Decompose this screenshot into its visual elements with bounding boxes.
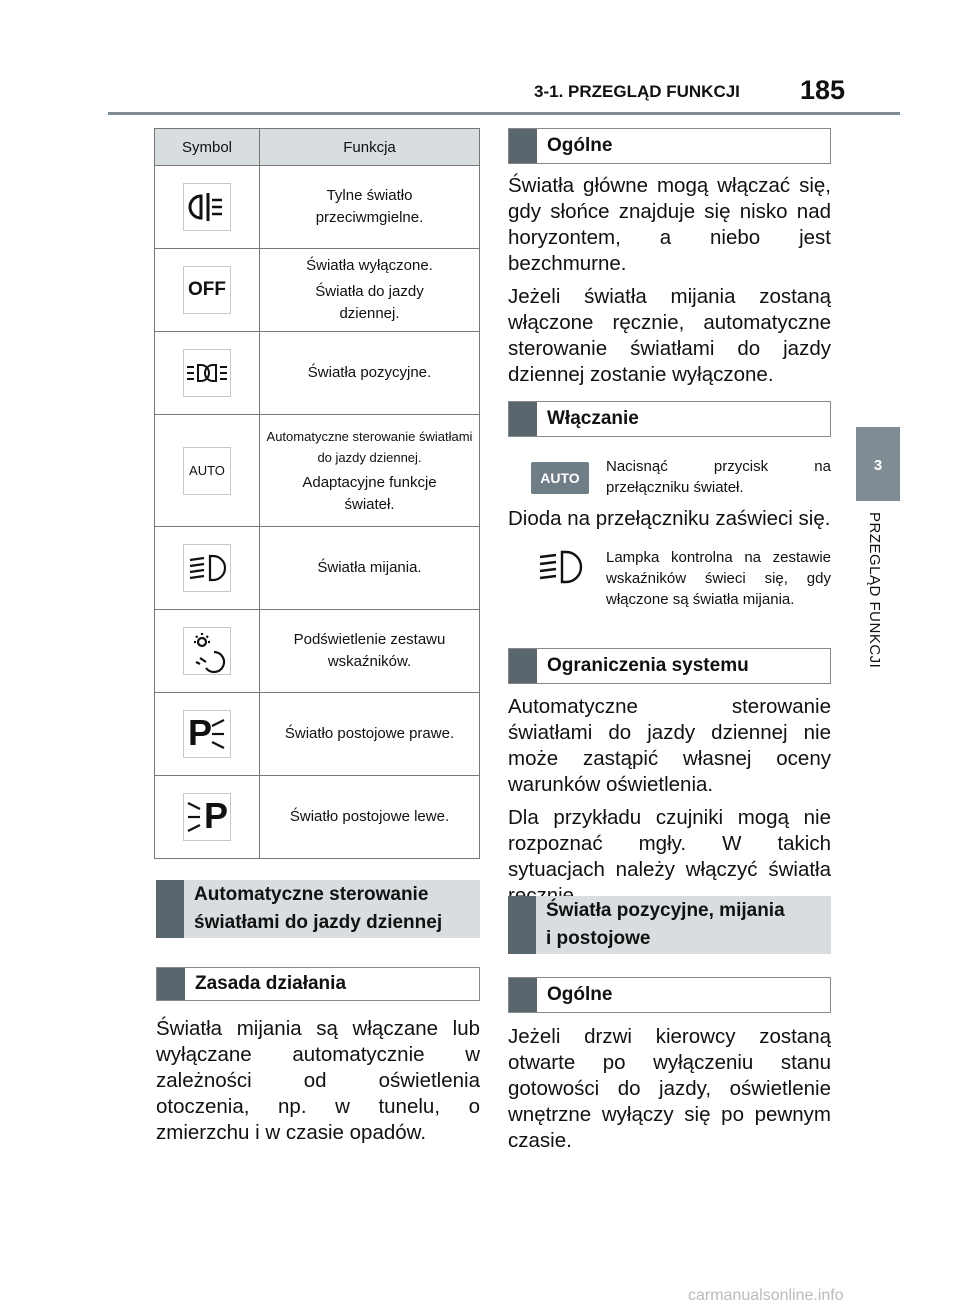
function-text: Światło postojowe lewe. <box>289 808 450 825</box>
sub-heading-general-2 <box>508 977 831 1013</box>
sub-heading-principle <box>156 967 480 1001</box>
chapter-side-label: PRZEGLĄD FUNKCJI <box>866 512 883 669</box>
auto-button-icon: AUTO <box>531 462 589 494</box>
chapter-tab[interactable]: 3 <box>856 427 900 501</box>
table-row <box>155 527 480 610</box>
sub-heading-general <box>508 128 831 164</box>
note-lamp: Lampka kontrolna na zestawie wskaźników świeci się, gdy włączone są światła mijania. <box>606 549 831 608</box>
table-row <box>155 166 480 249</box>
function-text: Światło postojowe prawe. <box>284 725 455 742</box>
low-beam-indicator-icon <box>536 548 586 588</box>
right-parking-light-icon <box>183 710 231 758</box>
sub-heading-label: Ograniczenia systemu <box>547 655 749 676</box>
sub-heading-label: Ogólne <box>547 135 613 156</box>
interior-light-paragraph: Jeżeli drzwi kierowcy zostaną otwarte po wyłączeniu stanu gotowości do jazdy, oświetlenie wnętrzne wyłączy się po pewnym czasie. <box>508 1025 831 1152</box>
heading-line: światłami do jazdy dziennej <box>194 912 443 933</box>
table-row <box>155 610 480 693</box>
main-heading-position-lights <box>508 896 831 954</box>
left-parking-light-icon <box>183 793 231 841</box>
led-paragraph: Dioda na przełączniku zaświeci się. <box>508 507 831 530</box>
header-section-title: 3-1. PRZEGLĄD FUNKCJI <box>534 82 740 101</box>
function-text: Automatyczne sterowanie światłami do jazdy dziennej. <box>266 428 473 465</box>
function-text: Światła wyłączone. <box>306 257 433 274</box>
paragraph: Dla przykładu czujniki mogą nie rozpoznać mgły. W takich sytuacjach należy włączyć światła <box>508 806 831 881</box>
main-heading-daytime-lights <box>156 880 480 938</box>
paragraph: Jeżeli światła mijania zostaną włączone ręcznie, automatyczne sterowanie światłami do jazdy dziennej zostanie wyłączone. <box>508 285 831 386</box>
heading-line: i postojowe <box>546 928 651 949</box>
sub-heading-label: Ogólne <box>547 984 613 1005</box>
symbol-table <box>154 128 480 859</box>
page-number: 185 <box>800 75 846 105</box>
sub-heading-switch-on <box>508 401 831 437</box>
paragraph: Automatyczne sterowanie światłami do jazdy dziennej nie może zastąpić własnej oceny warunków oświetlenia. <box>508 695 831 796</box>
function-text: Adaptacyjne funkcje świateł. <box>302 473 437 513</box>
principle-paragraph: Światła mijania są włączane lub wyłączane automatycznie w zależności od oświetlenia otoczenia, np. w tunelu, o zmierzchu i w czasie opadów. <box>156 1017 480 1144</box>
table-row <box>155 415 480 527</box>
function-text: Światła do jazdy dziennej. <box>315 283 424 322</box>
sub-heading-limits <box>508 648 831 684</box>
sub-heading-label: Włączanie <box>547 408 639 429</box>
parking-p-letter: P <box>204 795 229 836</box>
rear-fog-light-icon <box>183 183 231 231</box>
function-text: Światła mijania. <box>317 559 422 576</box>
limits-paragraphs <box>508 694 831 916</box>
sub-heading-label: Zasada działania <box>195 973 347 994</box>
paragraph: Światła główne mogą włączać się, gdy słońce znajduje się nisko nad horyzontem, a niebo jest bezchmurne. <box>508 174 831 275</box>
heading-line: Światła pozycyjne, mijania <box>546 900 785 921</box>
instrument-lighting-icon <box>183 627 231 675</box>
table-row <box>155 249 480 332</box>
auto-icon: AUTO <box>183 447 231 495</box>
position-lights-icon <box>183 349 231 397</box>
function-text: Podświetlenie zestawu wskaźników. <box>293 631 446 670</box>
table-row <box>155 332 480 415</box>
low-beam-icon <box>183 544 231 592</box>
header-rule <box>108 112 900 115</box>
table-row <box>155 776 480 859</box>
heading-line: Automatyczne sterowanie <box>194 884 429 905</box>
col-header-function: Funkcja <box>260 129 480 166</box>
parking-p-letter: P <box>188 712 213 753</box>
function-text: Tylne światło <box>326 187 413 204</box>
col-header-symbol: Symbol <box>155 129 260 166</box>
note-auto: Nacisnąć przycisk na przełączniku świateł. <box>606 458 831 496</box>
general-paragraphs <box>508 173 831 395</box>
off-icon: OFF <box>183 266 231 314</box>
function-text: przeciwmgielne. <box>315 209 424 226</box>
footer-watermark: carmanualsonline.info <box>688 1287 844 1304</box>
table-row <box>155 693 480 776</box>
function-text: Światła pozycyjne. <box>307 364 432 381</box>
